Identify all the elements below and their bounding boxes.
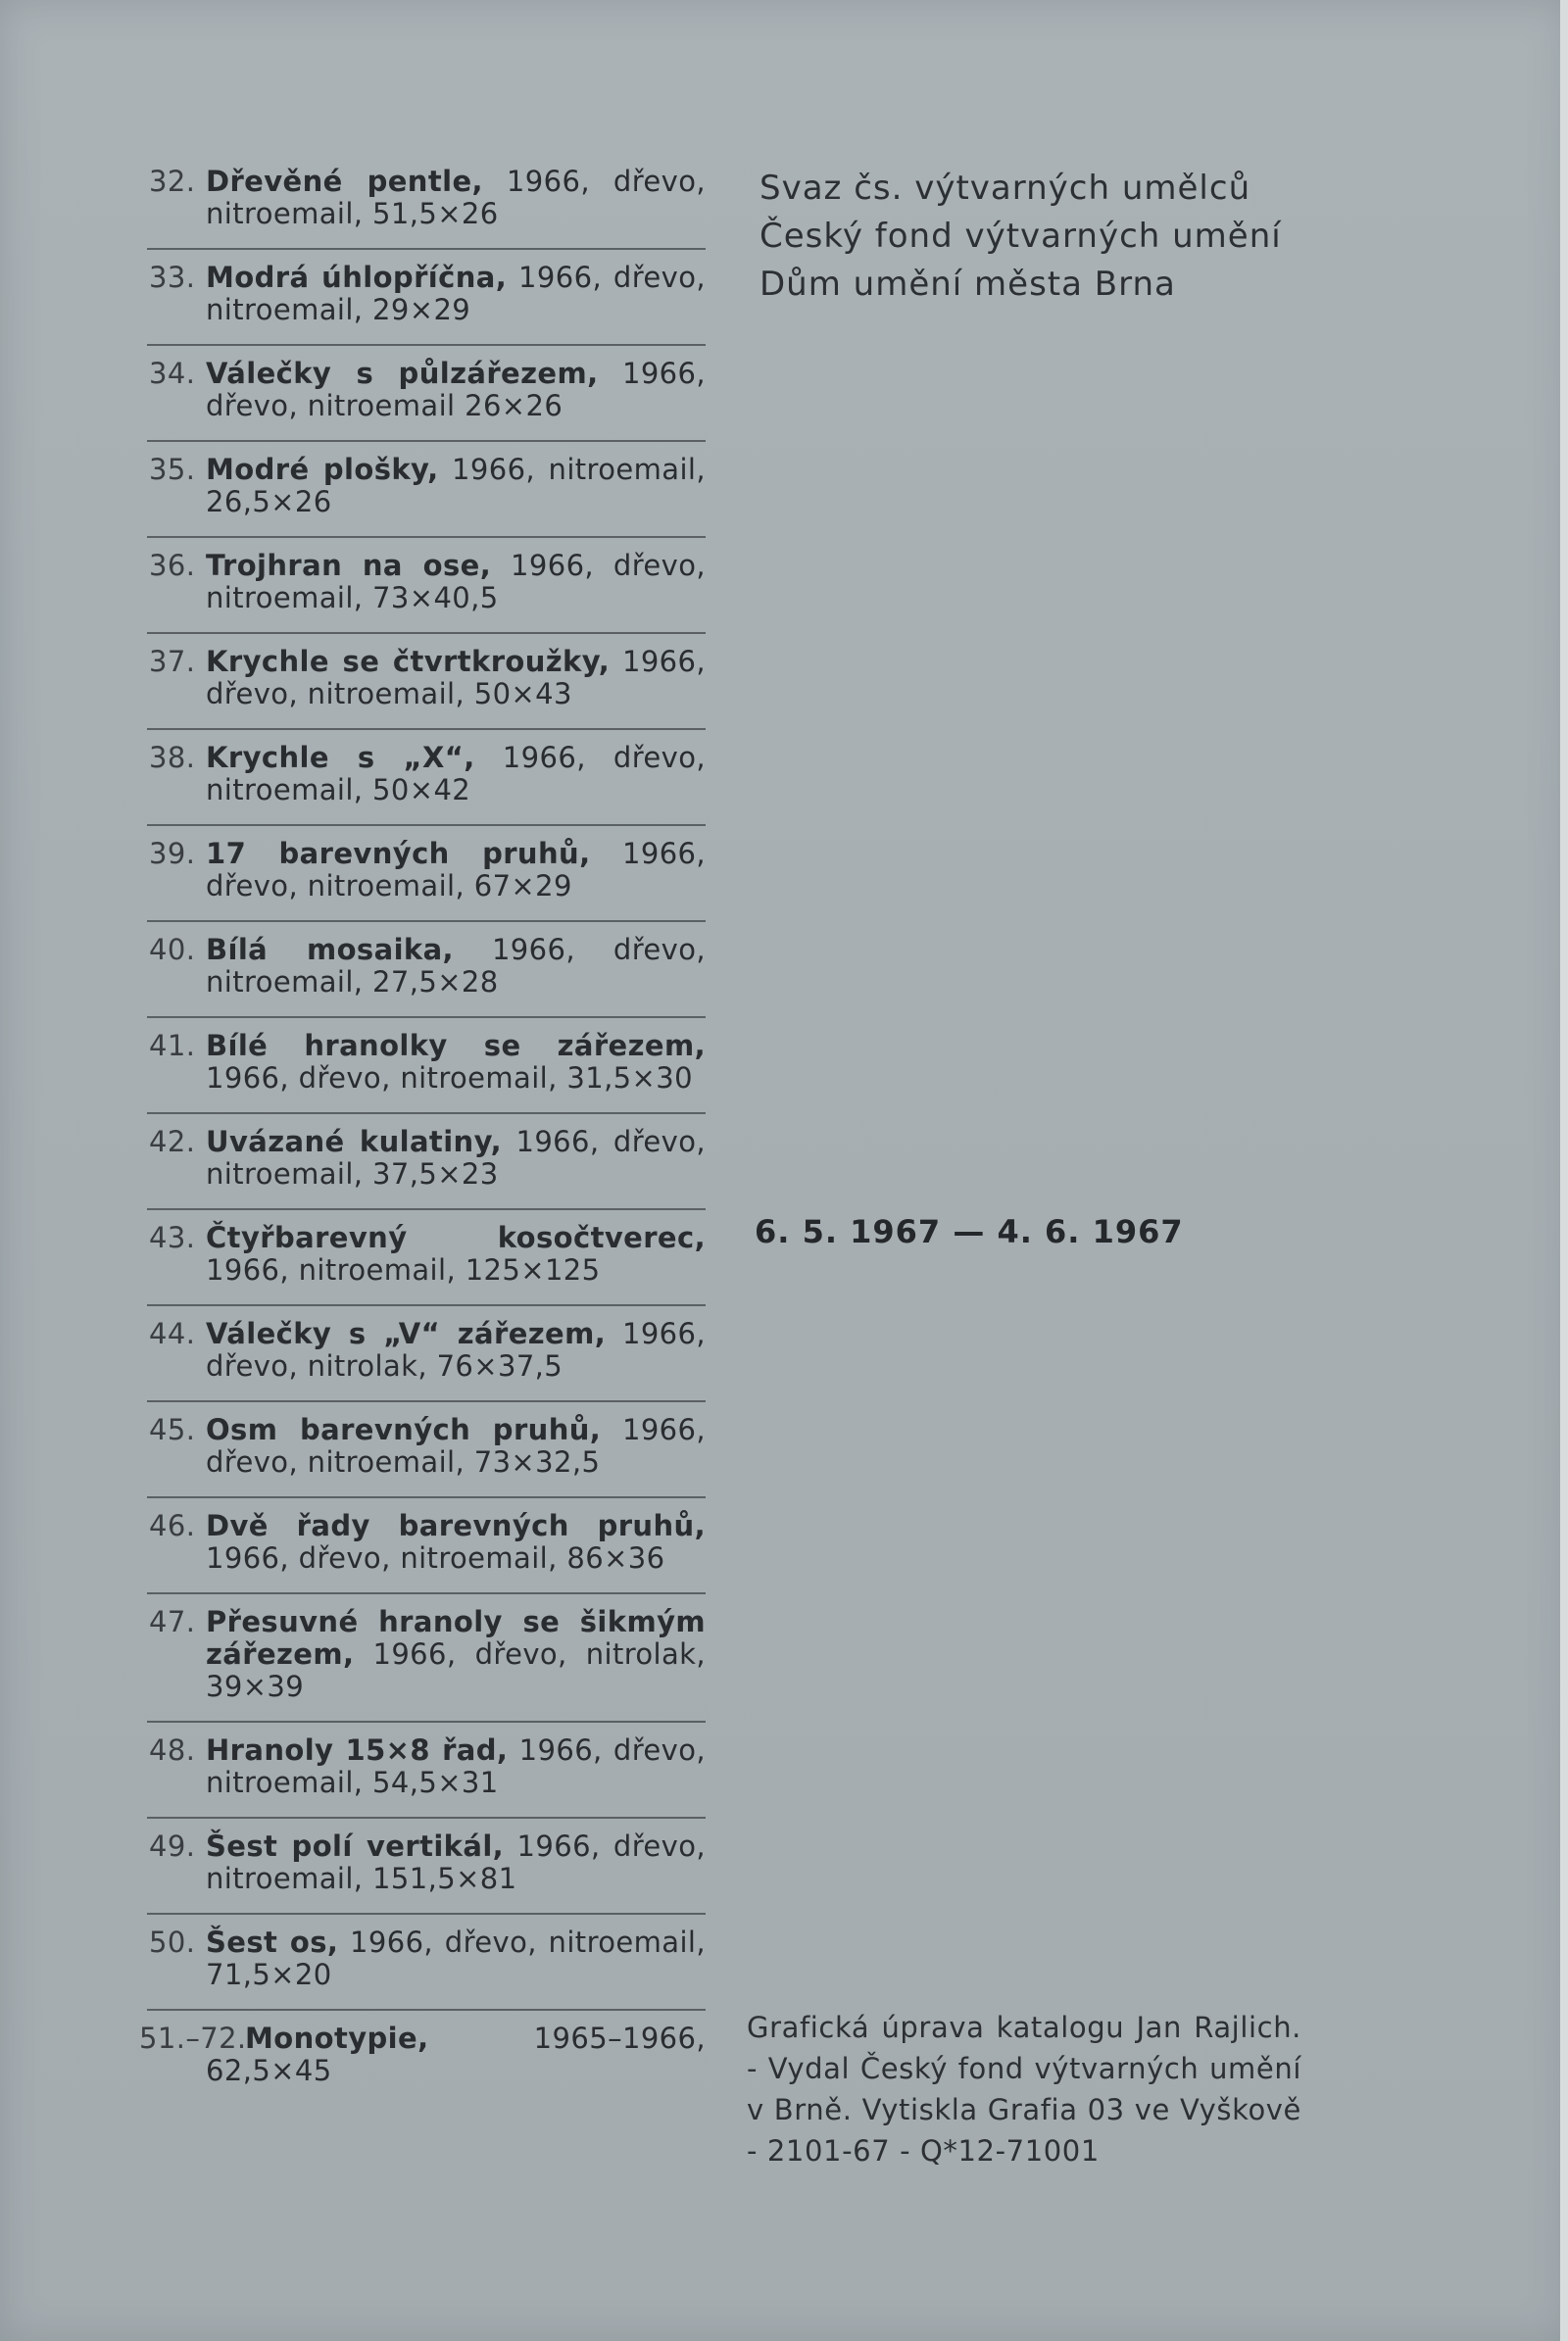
entry-title: Krychle se čtvrtkroužky, bbox=[206, 645, 611, 678]
colophon: Grafická úprava katalogu Jan Rajlich. - Vydal Český fond výtvarných umění v Brně. Vytiskla Grafia 03 ve Vyškově - 2101-67 - Q*12-71001 bbox=[747, 2011, 1301, 2168]
list-item bbox=[147, 258, 706, 346]
entry-title: Krychle s „X“, bbox=[206, 741, 475, 774]
organizer-line-3: Dům umění města Brna bbox=[760, 265, 1176, 304]
entry-number: 32. bbox=[149, 165, 196, 198]
list-item bbox=[147, 354, 706, 442]
list-item bbox=[147, 1506, 706, 1594]
entry-details: 1966, dřevo, nitroemail, 50×43 bbox=[206, 645, 706, 710]
entry-details: 1966, dřevo, nitroemail 26×26 bbox=[206, 357, 706, 422]
entry-details: 1966, dřevo, nitrolak, 39×39 bbox=[206, 1637, 706, 1703]
entry-number: 35. bbox=[149, 453, 196, 486]
entry-title: Dřevěné pentle, bbox=[206, 165, 483, 198]
entry-number: 48. bbox=[149, 1733, 196, 1767]
entry-title: Dvě řady barevných pruhů, bbox=[206, 1509, 706, 1542]
list-item bbox=[139, 2019, 706, 2105]
entry-details: 1966, dřevo, nitroemail, 50×42 bbox=[206, 741, 706, 806]
entry-title: Bílá mosaika, bbox=[206, 933, 454, 966]
entry-details: 1966, dřevo, nitroemail, 73×40,5 bbox=[206, 549, 706, 614]
entry-details: 1966, dřevo, nitroemail, 86×36 bbox=[206, 1541, 665, 1575]
entry-details: 1966, dřevo, nitroemail, 151,5×81 bbox=[206, 1829, 706, 1895]
entry-details: 1966, nitroemail, 125×125 bbox=[206, 1253, 601, 1287]
entry-details: 1966, dřevo, nitroemail, 31,5×30 bbox=[206, 1061, 693, 1095]
list-item bbox=[147, 642, 706, 730]
entry-details: 1966, dřevo, nitroemail, 51,5×26 bbox=[206, 165, 706, 230]
entry-title: Modré plošky, bbox=[206, 453, 439, 486]
entry-title: Monotypie, bbox=[245, 2022, 429, 2055]
entry-title: Válečky s půlzářezem, bbox=[206, 357, 599, 390]
list-item bbox=[147, 1314, 706, 1402]
entry-number: 33. bbox=[149, 261, 196, 294]
list-item bbox=[147, 546, 706, 634]
entry-number: 46. bbox=[149, 1509, 196, 1542]
entry-number: 36. bbox=[149, 549, 196, 582]
list-item bbox=[147, 1218, 706, 1306]
entry-title: Trojhran na ose, bbox=[206, 549, 492, 582]
organizers bbox=[760, 165, 1282, 309]
organizer-line-2: Český fond výtvarných umění bbox=[760, 217, 1282, 256]
list-item bbox=[147, 738, 706, 826]
entry-details: 1966, dřevo, nitrolak, 76×37,5 bbox=[206, 1317, 706, 1383]
entry-title: Přesuvné hranoly se šikmým zářezem, bbox=[206, 1605, 706, 1671]
entry-number: 42. bbox=[149, 1125, 196, 1158]
list-item bbox=[147, 1731, 706, 1819]
entry-number: 40. bbox=[149, 933, 196, 966]
entry-details: 1966, dřevo, nitroemail, 37,5×23 bbox=[206, 1125, 706, 1191]
list-item bbox=[147, 1122, 706, 1210]
entry-number: 41. bbox=[149, 1029, 196, 1062]
entry-details: 1966, nitroemail, 26,5×26 bbox=[206, 453, 706, 518]
entry-details: 1966, dřevo, nitroemail, 54,5×31 bbox=[206, 1733, 706, 1799]
list-item bbox=[147, 930, 706, 1018]
entry-title: Válečky s „V“ zářezem, bbox=[206, 1317, 607, 1350]
entry-title: Bílé hranolky se zářezem, bbox=[206, 1029, 706, 1062]
entry-number: 37. bbox=[149, 645, 196, 678]
entry-number: 43. bbox=[149, 1221, 196, 1254]
entry-number: 47. bbox=[149, 1605, 196, 1638]
organizer-line-1: Svaz čs. výtvarných umělců bbox=[760, 169, 1251, 208]
entry-number: 50. bbox=[149, 1926, 196, 1959]
list-item bbox=[147, 1026, 706, 1114]
page-edge bbox=[1560, 0, 1568, 2341]
entry-title: Šest polí vertikál, bbox=[206, 1829, 505, 1863]
entry-number: 44. bbox=[149, 1317, 196, 1350]
entry-title: Uvázané kulatiny, bbox=[206, 1125, 503, 1158]
entry-details: 1966, dřevo, nitroemail, 29×29 bbox=[206, 261, 706, 326]
entry-title: Šest os, bbox=[206, 1926, 339, 1959]
list-item bbox=[147, 834, 706, 922]
entry-details: 1965–1966, 62,5×45 bbox=[206, 2022, 706, 2087]
entry-title: Modrá úhlopříčna, bbox=[206, 261, 508, 294]
entry-details: 1966, dřevo, nitroemail, 73×32,5 bbox=[206, 1413, 706, 1479]
entry-number: 51.–72. bbox=[139, 2022, 247, 2055]
list-item bbox=[147, 1602, 706, 1723]
entry-title: Čtyřbarevný kosočtverec, bbox=[206, 1221, 706, 1254]
entry-title: Hranoly 15×8 řad, bbox=[206, 1733, 509, 1767]
entry-number: 38. bbox=[149, 741, 196, 774]
list-item bbox=[147, 1827, 706, 1915]
entry-title: Osm barevných pruhů, bbox=[206, 1413, 602, 1446]
entry-details: 1966, dřevo, nitroemail, 67×29 bbox=[206, 837, 707, 902]
entry-number: 45. bbox=[149, 1413, 196, 1446]
entry-number: 49. bbox=[149, 1829, 196, 1863]
list-item bbox=[147, 450, 706, 538]
list-item bbox=[147, 1410, 706, 1498]
entry-number: 39. bbox=[149, 837, 196, 870]
list-item bbox=[147, 1923, 706, 2011]
entry-details: 1966, dřevo, nitroemail, 71,5×20 bbox=[206, 1926, 706, 1991]
entry-number: 34. bbox=[149, 357, 196, 390]
exhibition-dates: 6. 5. 1967 — 4. 6. 1967 bbox=[755, 1213, 1184, 1250]
entry-title: 17 barevných pruhů, bbox=[206, 837, 591, 870]
works-list bbox=[139, 162, 707, 2113]
entry-details: 1966, dřevo, nitroemail, 27,5×28 bbox=[206, 933, 706, 999]
list-item bbox=[147, 162, 706, 250]
